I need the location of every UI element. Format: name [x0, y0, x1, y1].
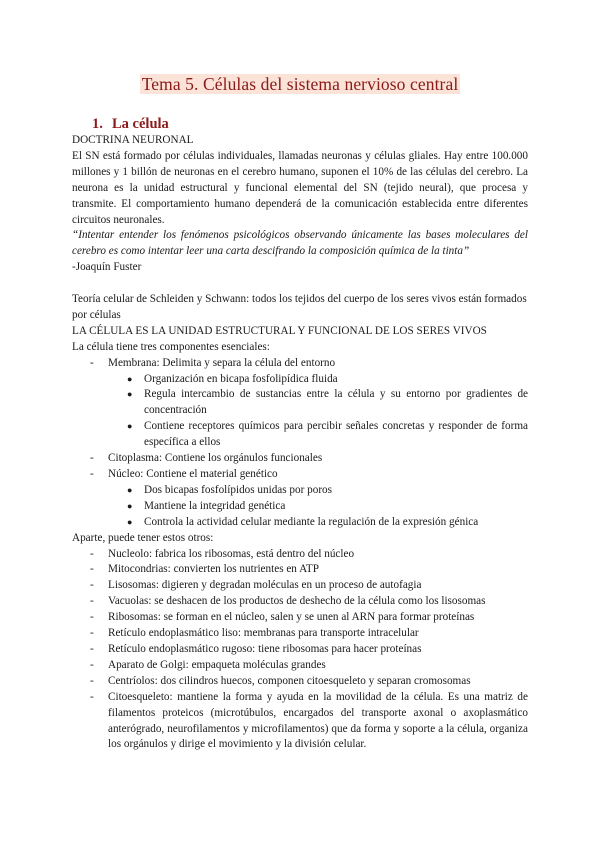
- dash-marker: -: [90, 452, 94, 465]
- page-title: Tema 5. Células del sistema nervioso central: [141, 74, 459, 94]
- item-text: Organización en bicapa fosfolipídica fluida: [144, 372, 338, 385]
- list-item: [72, 387, 528, 419]
- list-item: [72, 674, 528, 690]
- otros-list: [72, 547, 528, 754]
- doctrina-heading: DOCTRINA NEURONAL: [72, 134, 194, 146]
- bullet-marker: ●: [127, 373, 133, 384]
- section-number: 1.: [92, 116, 103, 132]
- list-item: [72, 515, 528, 531]
- list-item: [72, 547, 528, 563]
- list-item: [72, 356, 528, 451]
- doctrina-paragraph: El SN está formado por células individuales, llamadas neuronas y células gliales. Hay entre 100.000 millones y 1 billón de neuronas en el cerebro humano, suponen el 10% de las células del cerebro. La neurona es la unidad estructural y funcional elemental del SN (tejido neural), que procesa y transmite. El comportamiento humano dependerá de la comunicación establecida entre diferentes circuitos neuronales.: [72, 149, 528, 226]
- dash-marker: -: [90, 658, 94, 671]
- item-text: Nucleolo: fabrica los ribosomas, está dentro del núcleo: [108, 547, 355, 560]
- list-item: [72, 658, 528, 674]
- list-item: [72, 562, 528, 578]
- item-text: Mantiene la integridad genética: [144, 499, 286, 512]
- item-text: Contiene receptores químicos para percibir señales concretas y responder de forma específica a ellos: [144, 420, 528, 449]
- list-item: [72, 372, 528, 388]
- item-text: Controla la actividad celular mediante la regulación de la expresión génica: [144, 515, 479, 528]
- item-text: Retículo endoplasmático rugoso: tiene ribosomas para hacer proteínas: [108, 642, 422, 655]
- dash-marker: -: [90, 356, 94, 369]
- teoria-celular: Teoría celular de Schleiden y Schwann: todos los tejidos del cuerpo de los seres vivos están formados por células: [72, 293, 527, 321]
- item-text: Dos bicapas fosfolípidos unidas por poros: [144, 483, 332, 496]
- list-item: [72, 419, 528, 451]
- bullet-marker: ●: [127, 389, 133, 400]
- list-item: [72, 451, 528, 467]
- quote-author: -Joaquín Fuster: [72, 261, 142, 274]
- spacer: [72, 276, 528, 292]
- bullet-marker: ●: [127, 500, 133, 511]
- dash-marker: -: [90, 595, 94, 608]
- otros-intro: Aparte, puede tener estos otros:: [72, 531, 214, 544]
- dash-marker: -: [90, 547, 94, 560]
- unidad-heading: LA CÉLULA ES LA UNIDAD ESTRUCTURAL Y FUNCIONAL DE LOS SERES VIVOS: [72, 324, 487, 337]
- item-label: Citoplasma: Contiene los orgánulos funcionales: [108, 452, 323, 465]
- dash-marker: -: [90, 579, 94, 592]
- item-text: Aparato de Golgi: empaqueta moléculas grandes: [108, 658, 326, 671]
- item-text: Ribosomas: se forman en el núcleo, salen y se unen al ARN para formar proteínas: [108, 611, 475, 624]
- item-text: Mitocondrias: convierten los nutrientes en ATP: [108, 563, 319, 576]
- item-text: Centríolos: dos cilindros huecos, componen citoesqueleto y separan cromosomas: [108, 674, 471, 687]
- item-label: Membrana: Delimita y separa la célula del entorno: [108, 356, 336, 369]
- item-text: Citoesqueleto: mantiene la forma y ayuda en la movilidad de la célula. Es una matriz de filamentos proteicos (microtúbulos, encargados del transporte axonal o axoplasmático anterógrado, neurofilamentos y microfilamentos) que da forma y soporte a la célula, organiza los orgánulos y dirige el movimiento y la división celular.: [108, 690, 528, 751]
- section-heading: [72, 115, 528, 133]
- dash-marker: -: [90, 611, 94, 624]
- list-item: [72, 578, 528, 594]
- list-item: [72, 626, 528, 642]
- componentes-intro: La célula tiene tres componentes esenciales:: [72, 340, 270, 353]
- item-text: Lisosomas: digieren y degradan moléculas en un proceso de autofagia: [108, 579, 422, 592]
- list-item: [72, 467, 528, 531]
- componentes-list: [72, 356, 528, 531]
- bullet-marker: ●: [127, 421, 133, 432]
- list-item: [72, 642, 528, 658]
- fuster-quote: “Intentar entender los fenómenos psicológicos observando únicamente las bases moleculares del cerebro es como intentar leer una carta descifrando la composición química de la tinta”: [72, 229, 528, 258]
- list-item: [72, 690, 528, 754]
- title-wrapper: [72, 0, 528, 102]
- item-text: Regula intercambio de sustancias entre la célula y su entorno por gradientes de concentración: [144, 388, 528, 417]
- list-item: [72, 594, 528, 610]
- list-item: [72, 483, 528, 499]
- section-title: La célula: [112, 116, 169, 132]
- dash-marker: -: [90, 563, 94, 576]
- item-label: Núcleo: Contiene el material genético: [108, 468, 278, 481]
- dash-marker: -: [90, 468, 94, 481]
- list-item: [72, 610, 528, 626]
- item-text: Vacuolas: se deshacen de los productos de deshecho de la célula como los lisosomas: [108, 595, 486, 608]
- dash-marker: -: [90, 690, 94, 703]
- bullet-marker: ●: [127, 484, 133, 495]
- list-item: [72, 499, 528, 515]
- dash-marker: -: [90, 674, 94, 687]
- dash-marker: -: [90, 627, 94, 640]
- sub-list: [72, 372, 528, 452]
- sub-list: [72, 483, 528, 531]
- dash-marker: -: [90, 642, 94, 655]
- item-text: Retículo endoplasmático liso: membranas para transporte intracelular: [108, 627, 419, 640]
- bullet-marker: ●: [127, 516, 133, 527]
